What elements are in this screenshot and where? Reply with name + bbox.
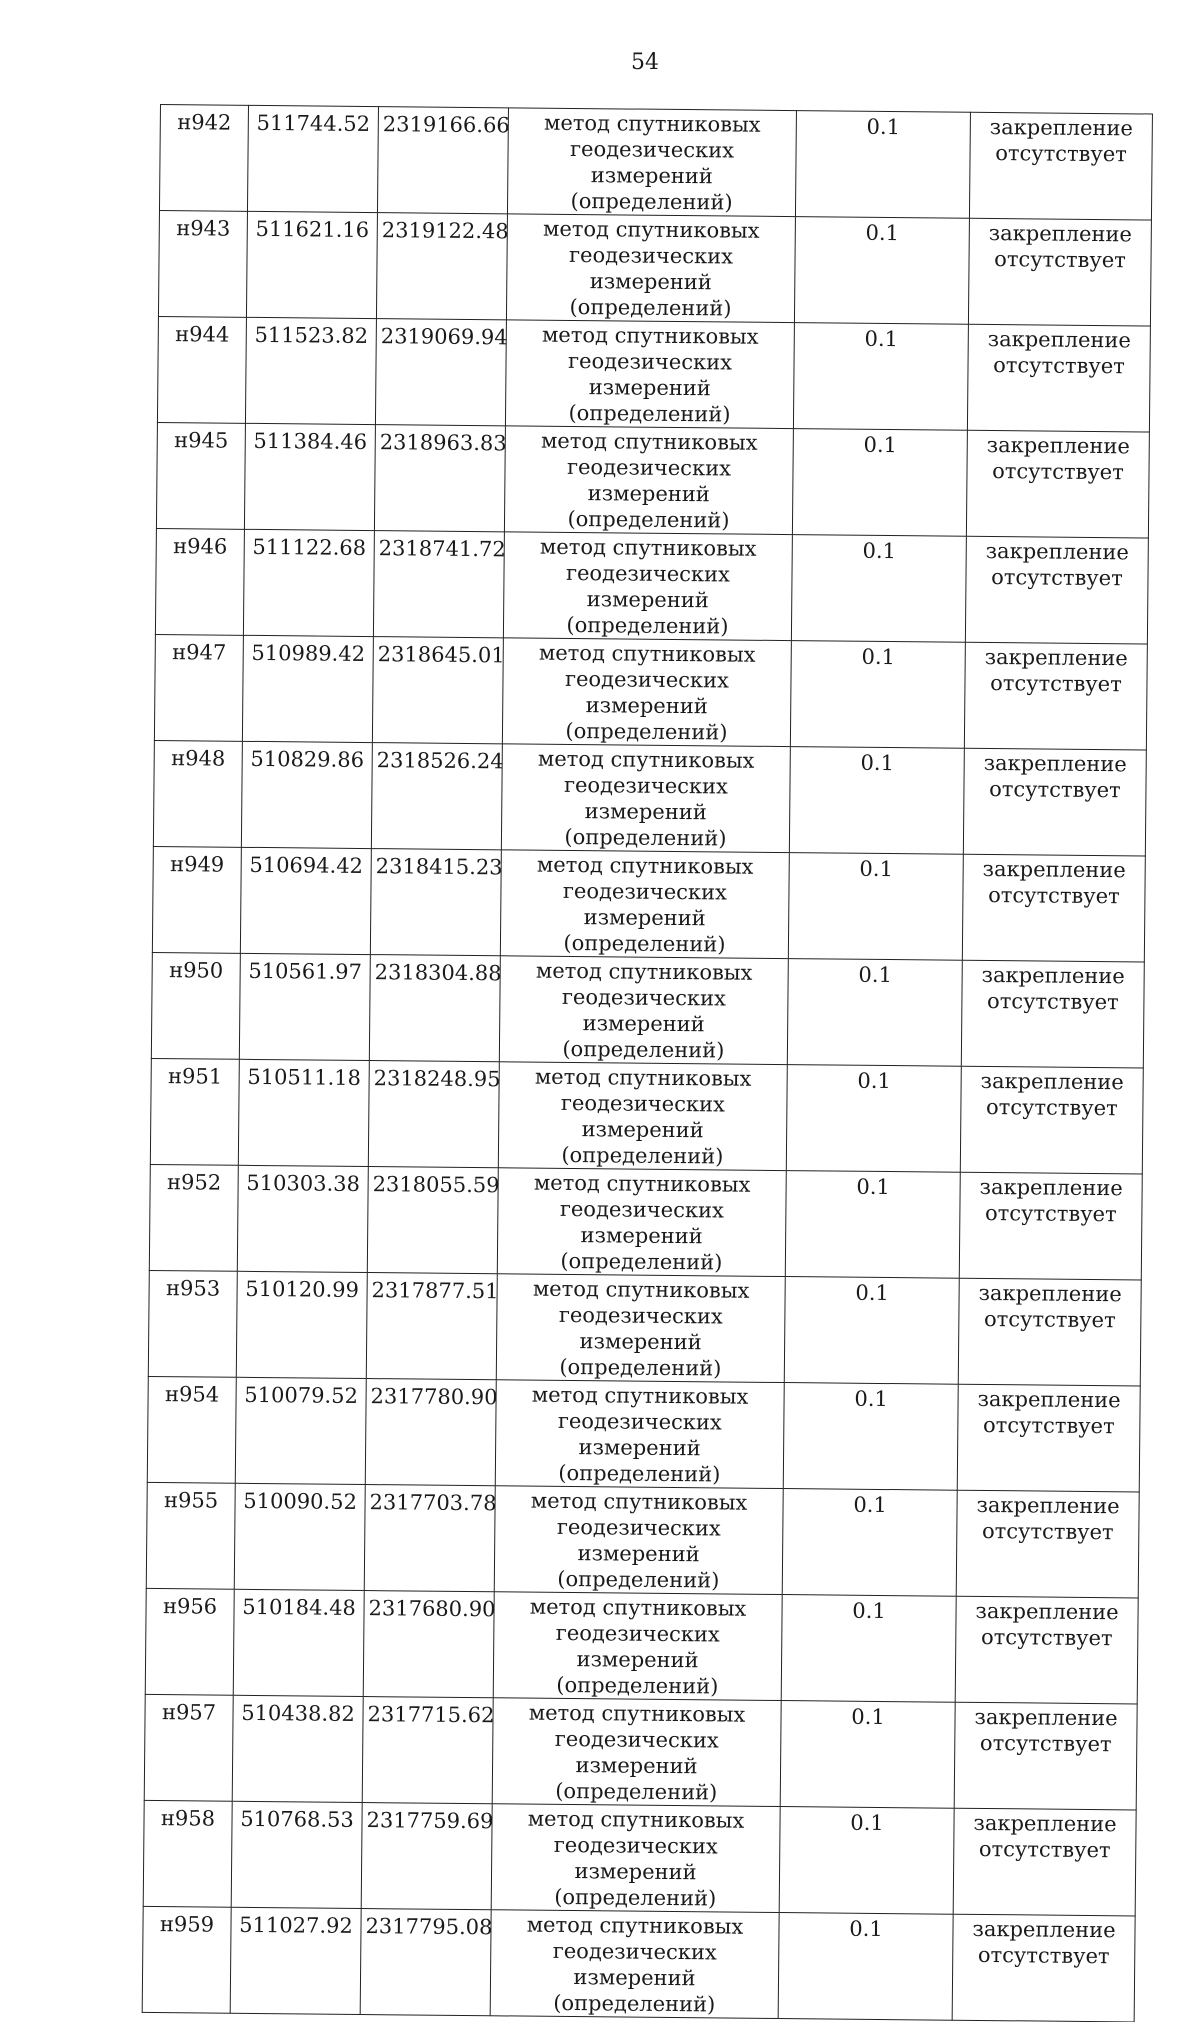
fixing-line-1: закрепление	[976, 1492, 1120, 1519]
fixing-line-2: отсутствует	[982, 1412, 1115, 1439]
method-line-2: геодезических измерений	[562, 878, 728, 931]
method-line-1: метод спутниковых	[541, 322, 759, 349]
table-row	[149, 1164, 1142, 1280]
y-coordinate-cell	[365, 1379, 496, 1486]
fixing-line-1: закрепление	[989, 114, 1134, 141]
fixing-cell	[962, 854, 1145, 962]
method-line-2: геодезических измерений	[560, 1090, 725, 1143]
method-line-1: метод спутниковых	[539, 534, 757, 561]
x-coordinate-cell	[236, 1271, 367, 1378]
x-coordinate-cell	[242, 635, 373, 742]
point-name-cell	[146, 1482, 235, 1589]
point-name-cell	[147, 1376, 236, 1483]
y-coordinate: 2318645.01	[377, 642, 505, 668]
x-coordinate-cell	[245, 317, 376, 424]
fixing-line-1: закрепление	[984, 644, 1128, 671]
point-name: н943	[176, 216, 231, 241]
y-coordinate-cell	[362, 1697, 493, 1804]
method-line-3: (определений)	[568, 400, 731, 427]
method-line-3: (определений)	[561, 1142, 724, 1169]
y-coordinate: 2318415.23	[375, 854, 503, 880]
method-line-2: геодезических измерений	[568, 242, 734, 295]
fixing-cell	[959, 1172, 1142, 1280]
accuracy-value: 0.1	[861, 644, 896, 670]
point-name: н953	[165, 1276, 221, 1301]
table-row	[145, 1588, 1138, 1704]
point-name-cell	[149, 1164, 238, 1271]
method-line-3: (определений)	[559, 1354, 722, 1381]
method-cell	[496, 1274, 785, 1383]
x-coordinate-cell	[230, 1907, 361, 2014]
method-line-2: геодезических измерений	[552, 1938, 717, 1991]
fixing-line-2: отсутствует	[979, 1730, 1112, 1757]
method-line-2: геодезических измерений	[565, 560, 731, 613]
method-line-3: (определений)	[569, 294, 732, 321]
point-name: н949	[170, 852, 225, 877]
fixing-cell	[967, 324, 1150, 432]
y-coordinate: 2318248.95	[373, 1066, 501, 1092]
table-row	[142, 1906, 1135, 2022]
fixing-cell	[963, 748, 1146, 856]
fixing-cell	[966, 430, 1149, 538]
method-line-2: геодезических измерений	[556, 1514, 721, 1567]
accuracy-cell	[790, 641, 965, 749]
accuracy-cell	[784, 1277, 959, 1385]
point-name-cell	[159, 105, 248, 212]
point-name-cell	[144, 1694, 233, 1801]
fixing-line-1: закрепление	[973, 1810, 1117, 1837]
fixing-cell	[957, 1384, 1140, 1492]
fixing-line-2: отсутствует	[995, 141, 1127, 167]
accuracy-cell	[781, 1595, 956, 1703]
y-coordinate-cell	[374, 425, 505, 532]
accuracy-cell	[787, 959, 962, 1067]
accuracy-cell	[786, 1065, 961, 1173]
table-row	[156, 422, 1149, 538]
accuracy-cell	[778, 1913, 953, 2021]
fixing-line-2: отсутствует	[990, 670, 1122, 697]
fixing-line-2: отсутствует	[977, 1942, 1110, 1969]
method-line-1: метод спутниковых	[535, 958, 753, 985]
point-name: н950	[169, 958, 224, 983]
x-coordinate: 511523.82	[254, 322, 369, 349]
method-line-1: метод спутниковых	[528, 1700, 746, 1727]
table-row	[154, 634, 1147, 750]
method-cell	[501, 744, 790, 853]
method-line-1: метод спутниковых	[529, 1594, 747, 1621]
point-name: н942	[177, 110, 232, 135]
y-coordinate: 2319166.66	[382, 112, 510, 138]
table-row	[158, 210, 1151, 326]
fixing-line-2: отсутствует	[985, 1094, 1118, 1121]
fixing-line-1: закрепление	[982, 856, 1126, 883]
y-coordinate: 2317715.62	[367, 1702, 495, 1728]
method-cell	[494, 1486, 783, 1595]
point-name-cell	[142, 1906, 231, 2013]
accuracy-value: 0.1	[864, 326, 899, 352]
point-name-cell	[151, 952, 240, 1059]
x-coordinate: 510511.18	[247, 1064, 362, 1090]
method-cell	[497, 1168, 786, 1277]
fixing-cell	[960, 1066, 1143, 1174]
method-cell	[490, 1910, 779, 2019]
x-coordinate: 511122.68	[252, 534, 367, 560]
accuracy-value: 0.1	[862, 538, 897, 564]
method-line-2: геодезических измерений	[553, 1832, 718, 1885]
point-name-cell	[158, 210, 247, 317]
method-cell	[506, 214, 795, 323]
x-coordinate: 510829.86	[250, 746, 365, 772]
accuracy-cell	[783, 1383, 958, 1491]
table-row	[148, 1270, 1141, 1386]
method-line-2: геодезических измерений	[559, 1196, 724, 1249]
method-line-3: (определений)	[566, 612, 729, 639]
method-line-2: геодезических измерений	[561, 984, 727, 1037]
x-coordinate: 510303.38	[246, 1170, 361, 1196]
method-line-3: (определений)	[556, 1672, 719, 1699]
y-coordinate: 2318526.24	[376, 748, 504, 774]
x-coordinate-cell	[246, 211, 377, 318]
point-name: н951	[168, 1064, 223, 1089]
accuracy-cell	[789, 747, 964, 855]
fixing-line-1: закрепление	[986, 432, 1130, 459]
accuracy-cell	[792, 429, 967, 537]
fixing-line-1: закрепление	[981, 962, 1125, 989]
accuracy-value: 0.1	[855, 1280, 889, 1306]
y-coordinate: 2317680.90	[368, 1596, 496, 1622]
method-line-3: (определений)	[564, 824, 727, 851]
y-coordinate: 2319122.48	[381, 218, 509, 244]
x-coordinate-cell	[247, 105, 378, 212]
accuracy-value: 0.1	[854, 1386, 888, 1412]
x-coordinate-cell	[235, 1377, 366, 1484]
fixing-line-2: отсутствует	[992, 459, 1124, 485]
accuracy-cell	[794, 217, 969, 325]
x-coordinate-cell	[234, 1483, 365, 1590]
accuracy-value: 0.1	[859, 856, 894, 882]
point-name-cell	[156, 422, 245, 529]
fixing-line-1: закрепление	[983, 750, 1127, 777]
method-line-1: метод спутниковых	[542, 216, 760, 243]
x-coordinate: 511744.52	[256, 110, 371, 137]
fixing-line-2: отсутствует	[987, 988, 1119, 1015]
x-coordinate-cell	[240, 847, 371, 954]
method-line-2: геодезических измерений	[557, 1408, 722, 1461]
x-coordinate-cell	[239, 953, 370, 1060]
accuracy-cell	[782, 1489, 957, 1597]
accuracy-cell	[791, 535, 966, 643]
point-name-cell	[153, 740, 242, 847]
fixing-cell	[958, 1278, 1141, 1386]
y-coordinate-cell	[367, 1167, 498, 1274]
x-coordinate-cell	[231, 1801, 362, 1908]
y-coordinate: 2318741.72	[378, 536, 506, 562]
y-coordinate-cell	[363, 1591, 494, 1698]
fixing-line-2: отсутствует	[988, 882, 1120, 909]
method-line-2: геодезических измерений	[555, 1620, 720, 1673]
method-line-1: метод спутниковых	[527, 1806, 745, 1833]
y-coordinate: 2317759.69	[366, 1808, 494, 1834]
x-coordinate: 510989.42	[251, 640, 366, 666]
point-name-cell	[143, 1800, 232, 1907]
method-line-2: геодезических измерений	[563, 772, 729, 825]
method-line-1: метод спутниковых	[534, 1064, 752, 1091]
y-coordinate-cell	[360, 1909, 491, 2016]
x-coordinate-cell	[233, 1589, 364, 1696]
fixing-cell	[953, 1808, 1136, 1916]
method-cell	[495, 1380, 784, 1489]
point-name-cell	[154, 634, 243, 741]
table-row	[152, 846, 1145, 962]
method-line-2: геодезических измерений	[554, 1726, 719, 1779]
y-coordinate: 2318304.88	[374, 960, 502, 986]
x-coordinate: 510079.52	[244, 1382, 359, 1408]
accuracy-value: 0.1	[849, 1916, 883, 1942]
method-cell	[500, 850, 789, 959]
fixing-cell	[952, 1914, 1135, 2022]
fixing-cell	[954, 1702, 1137, 1810]
method-line-1: метод спутниковых	[533, 1170, 751, 1197]
accuracy-value: 0.1	[851, 1704, 885, 1730]
table-row	[150, 1058, 1143, 1174]
point-name: н952	[166, 1170, 222, 1195]
x-coordinate-cell	[241, 741, 372, 848]
fixing-cell	[965, 536, 1148, 644]
y-coordinate-cell	[364, 1485, 495, 1592]
method-line-3: (определений)	[560, 1248, 723, 1275]
accuracy-value: 0.1	[866, 114, 901, 140]
method-line-1: метод спутниковых	[536, 852, 754, 879]
method-cell	[503, 532, 792, 641]
method-line-3: (определений)	[562, 1036, 725, 1063]
y-coordinate-cell	[369, 955, 500, 1062]
method-cell	[507, 108, 796, 217]
table-row	[146, 1482, 1139, 1598]
method-cell	[502, 638, 791, 747]
accuracy-value: 0.1	[863, 432, 898, 458]
method-line-2: геодезических измерений	[567, 348, 733, 401]
x-coordinate-cell	[238, 1059, 369, 1166]
table-row	[153, 740, 1146, 856]
table-row	[147, 1376, 1140, 1492]
method-line-3: (определений)	[558, 1460, 721, 1487]
y-coordinate: 2318055.59	[372, 1172, 500, 1198]
accuracy-cell	[795, 111, 970, 219]
x-coordinate-cell	[243, 529, 374, 636]
fixing-line-1: закрепление	[985, 538, 1129, 565]
coordinates-table	[142, 104, 1153, 2022]
fixing-line-2: отсутствует	[994, 247, 1126, 273]
y-coordinate-cell	[370, 849, 501, 956]
point-name-cell	[157, 316, 246, 423]
x-coordinate: 510438.82	[241, 1700, 355, 1726]
table-body	[142, 105, 1152, 2022]
table-row	[155, 528, 1148, 644]
method-line-1: метод спутниковых	[540, 428, 758, 455]
x-coordinate: 510768.53	[240, 1806, 354, 1832]
method-line-3: (определений)	[570, 188, 733, 215]
y-coordinate-cell	[377, 107, 508, 214]
fixing-cell	[968, 218, 1151, 326]
point-name: н946	[173, 534, 228, 559]
fixing-line-1: закрепление	[979, 1174, 1123, 1201]
fixing-cell	[964, 642, 1147, 750]
table-row	[159, 105, 1152, 221]
fixing-line-2: отсутствует	[981, 1518, 1114, 1545]
y-coordinate: 2317703.78	[369, 1490, 497, 1516]
fixing-cell	[969, 112, 1152, 220]
y-coordinate-cell	[376, 213, 507, 320]
point-name: н959	[159, 1912, 215, 1937]
table-row	[157, 316, 1150, 432]
point-name: н947	[172, 640, 227, 665]
x-coordinate: 511621.16	[255, 216, 370, 243]
method-line-1: метод спутниковых	[531, 1382, 749, 1409]
method-line-3: (определений)	[555, 1778, 718, 1805]
y-coordinate: 2317877.51	[371, 1278, 499, 1304]
fixing-line-2: отсутствует	[984, 1200, 1117, 1227]
method-cell	[493, 1592, 782, 1701]
accuracy-value: 0.1	[860, 750, 895, 776]
x-coordinate-cell	[232, 1695, 363, 1802]
method-line-3: (определений)	[554, 1884, 717, 1911]
fixing-line-1: закрепление	[978, 1280, 1122, 1307]
point-name-cell	[152, 846, 241, 953]
method-line-2: геодезических измерений	[570, 136, 735, 189]
y-coordinate-cell	[372, 637, 503, 744]
accuracy-cell	[785, 1171, 960, 1279]
method-line-3: (определений)	[553, 1990, 716, 2017]
fixing-line-1: закрепление	[975, 1598, 1119, 1625]
method-cell	[492, 1698, 781, 1807]
page-number: 54	[631, 50, 659, 75]
fixing-cell	[956, 1490, 1139, 1598]
method-line-1: метод спутниковых	[530, 1488, 748, 1515]
fixing-cell	[961, 960, 1144, 1068]
x-coordinate: 510184.48	[242, 1594, 356, 1620]
method-line-2: геодезических измерений	[566, 454, 732, 507]
x-coordinate: 510561.97	[248, 958, 363, 984]
method-line-2: геодезических измерений	[564, 666, 730, 719]
method-cell	[498, 1062, 787, 1171]
method-line-1: метод спутниковых	[526, 1912, 744, 1939]
method-line-3: (определений)	[567, 506, 730, 533]
y-coordinate-cell	[361, 1803, 492, 1910]
accuracy-value: 0.1	[852, 1598, 886, 1624]
point-name: н957	[161, 1700, 217, 1725]
method-cell	[491, 1804, 780, 1913]
method-line-3: (определений)	[557, 1566, 720, 1593]
method-line-1: метод спутниковых	[532, 1276, 750, 1303]
method-line-2: геодезических измерений	[558, 1302, 723, 1355]
y-coordinate-cell	[375, 319, 506, 426]
x-coordinate: 511384.46	[253, 428, 368, 455]
y-coordinate-cell	[368, 1061, 499, 1168]
fixing-line-1: закрепление	[987, 326, 1131, 353]
x-coordinate: 510090.52	[243, 1488, 357, 1514]
point-name: н956	[162, 1594, 218, 1619]
fixing-line-2: отсутствует	[989, 776, 1121, 803]
method-cell	[505, 320, 794, 429]
x-coordinate-cell	[244, 423, 375, 530]
point-name-cell	[155, 528, 244, 635]
method-line-3: (определений)	[565, 718, 728, 745]
method-line-1: метод спутниковых	[538, 640, 756, 667]
point-name: н945	[174, 428, 229, 453]
point-name: н955	[163, 1488, 219, 1513]
table-row	[151, 952, 1144, 1068]
accuracy-value: 0.1	[850, 1810, 884, 1836]
fixing-line-2: отсутствует	[978, 1836, 1111, 1863]
table-row	[144, 1694, 1137, 1810]
accuracy-cell	[779, 1807, 954, 1915]
fixing-line-2: отсутствует	[983, 1306, 1116, 1333]
y-coordinate: 2319069.94	[380, 324, 508, 350]
y-coordinate: 2317795.08	[365, 1914, 493, 1940]
accuracy-cell	[788, 853, 963, 961]
y-coordinate: 2317780.90	[370, 1384, 498, 1410]
method-cell	[499, 956, 788, 1065]
accuracy-value: 0.1	[858, 962, 892, 988]
fixing-line-2: отсутствует	[993, 353, 1125, 379]
point-name: н954	[164, 1382, 220, 1407]
table-row	[143, 1800, 1136, 1916]
accuracy-value: 0.1	[857, 1068, 891, 1094]
fixing-line-1: закрепление	[974, 1704, 1118, 1731]
fixing-cell	[955, 1596, 1138, 1704]
accuracy-value: 0.1	[865, 220, 900, 246]
y-coordinate-cell	[371, 743, 502, 850]
x-coordinate: 510694.42	[249, 852, 364, 878]
method-line-1: метод спутниковых	[543, 110, 761, 137]
point-name-cell	[150, 1058, 239, 1165]
x-coordinate: 510120.99	[245, 1276, 360, 1302]
point-name-cell	[145, 1588, 234, 1695]
point-name: н958	[160, 1806, 216, 1831]
method-cell	[504, 426, 793, 535]
accuracy-value: 0.1	[853, 1492, 887, 1518]
x-coordinate-cell	[237, 1165, 368, 1272]
point-name: н944	[175, 322, 230, 347]
y-coordinate-cell	[373, 531, 504, 638]
accuracy-cell	[780, 1701, 955, 1809]
x-coordinate: 511027.92	[239, 1912, 353, 1938]
method-line-3: (определений)	[563, 930, 726, 957]
accuracy-value: 0.1	[856, 1174, 890, 1200]
y-coordinate-cell	[366, 1273, 497, 1380]
method-line-1: метод спутниковых	[537, 746, 755, 773]
fixing-line-2: отсутствует	[980, 1624, 1113, 1651]
point-name: н948	[171, 746, 226, 771]
fixing-line-1: закрепление	[988, 220, 1132, 247]
fixing-line-1: закрепление	[972, 1916, 1116, 1943]
fixing-line-1: закрепление	[977, 1386, 1121, 1413]
fixing-line-1: закрепление	[980, 1068, 1124, 1095]
point-name-cell	[148, 1270, 237, 1377]
y-coordinate: 2318963.83	[379, 430, 507, 456]
fixing-line-2: отсутствует	[991, 565, 1123, 591]
accuracy-cell	[793, 323, 968, 431]
